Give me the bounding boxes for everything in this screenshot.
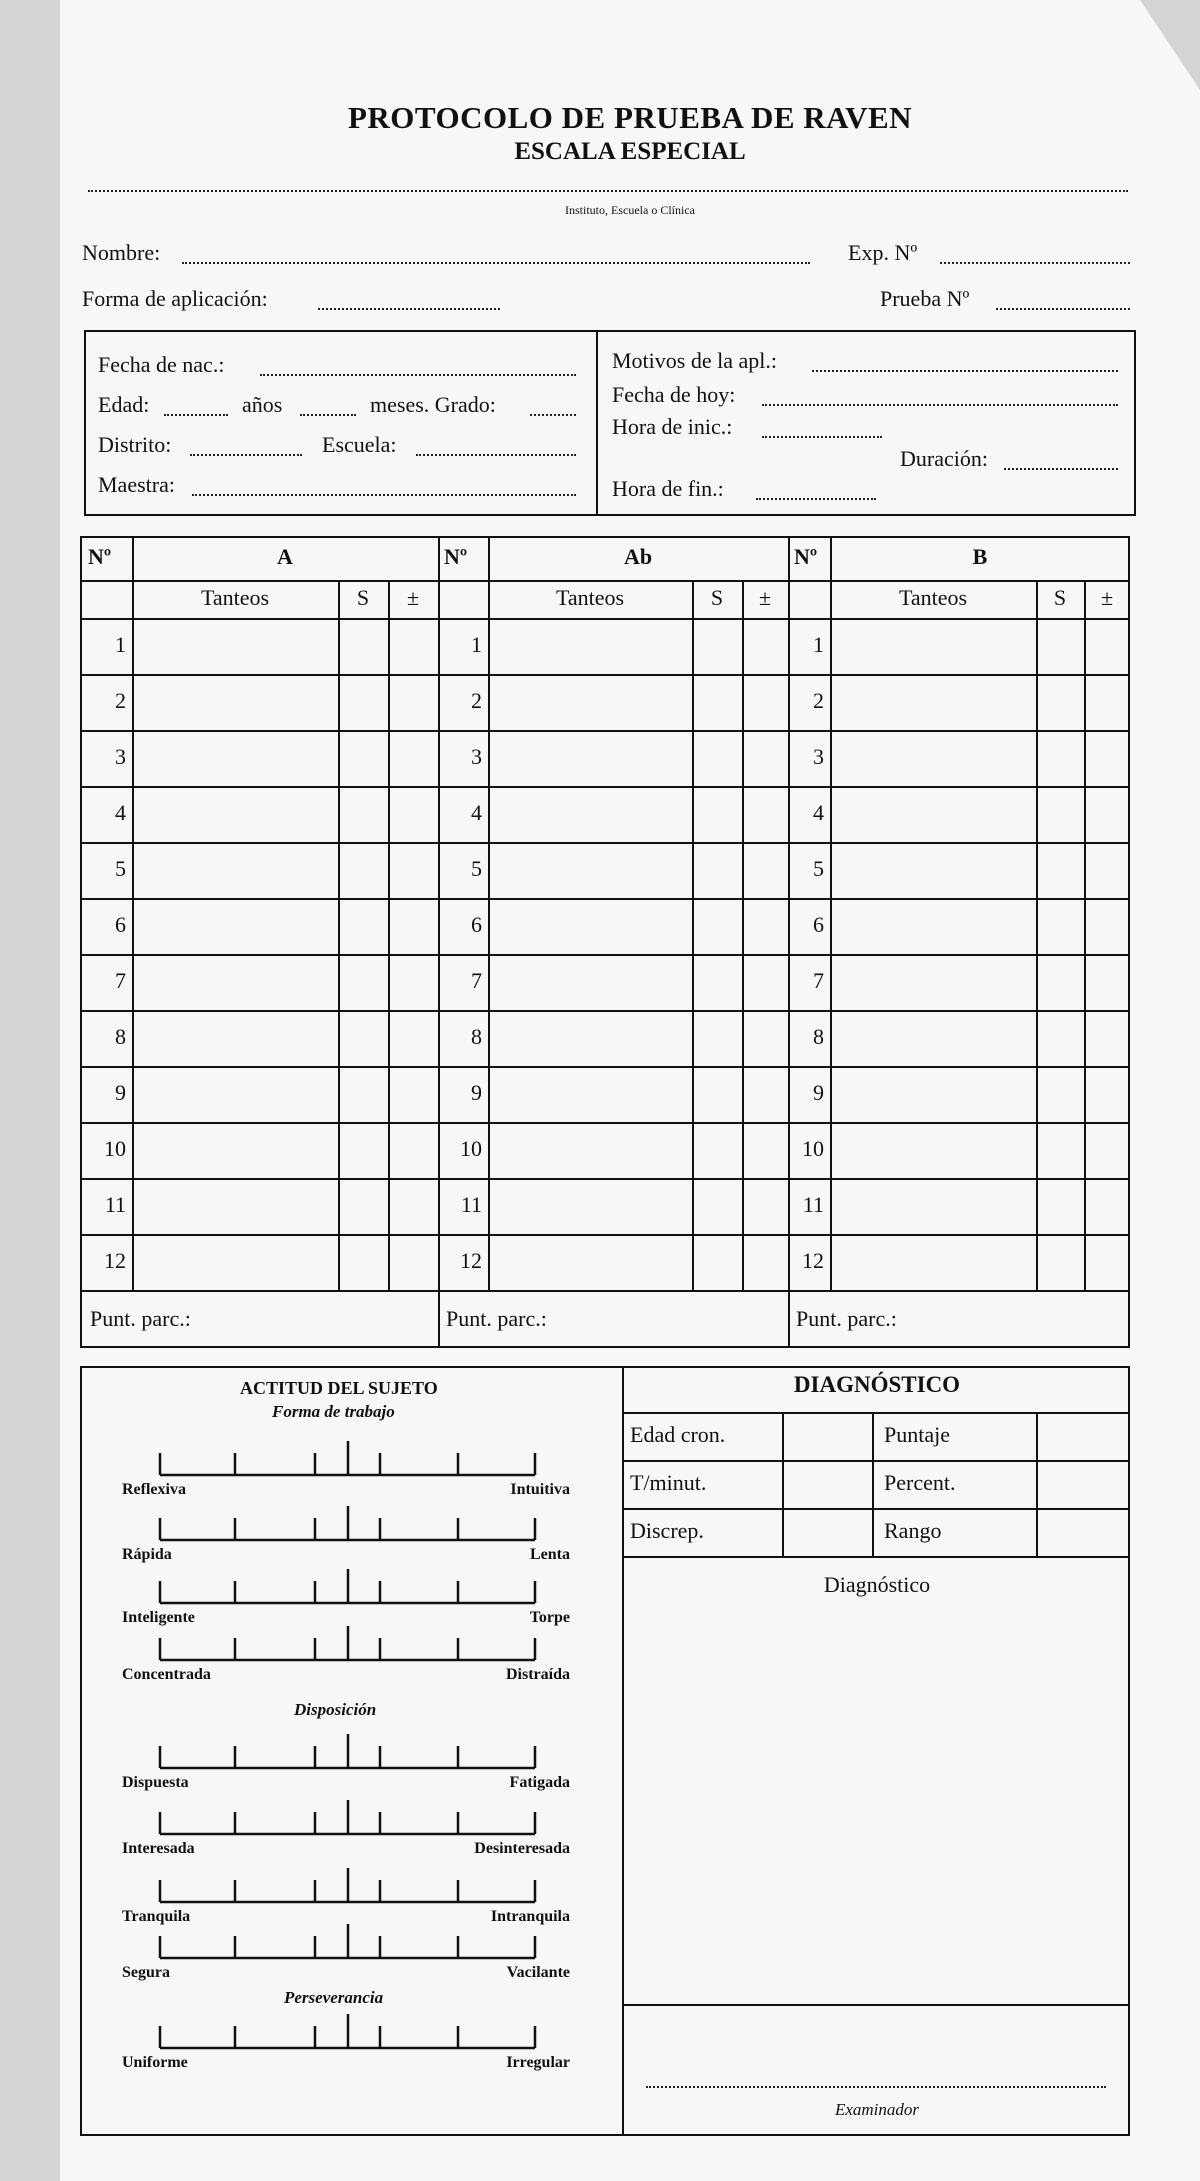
row-number: 11 [104, 1192, 126, 1217]
row-number: 2 [471, 688, 482, 713]
series-header-a: A [277, 544, 293, 569]
fecha-nac-label: Fecha de nac.: [98, 352, 225, 377]
pm-header: ± [758, 585, 772, 610]
row-number: 11 [460, 1192, 482, 1217]
section-disposicion: Disposición [294, 1700, 377, 1719]
scale-left-label: Uniforme [122, 2054, 188, 2071]
attitude-title: ACTITUD DEL SUJETO [240, 1378, 438, 1398]
row-number: 9 [813, 1080, 824, 1105]
attitude-scale[interactable] [160, 1800, 535, 1834]
fecha-hoy-label: Fecha de hoy: [612, 382, 736, 407]
row-number: 12 [104, 1248, 126, 1273]
examiner-box-line [623, 2004, 1129, 2006]
forma-aplicacion-label: Forma de aplicación: [82, 286, 268, 311]
diagnosis-title: DIAGNÓSTICO [793, 1372, 961, 1397]
edad-cron-label: Edad cron. [630, 1422, 726, 1447]
row-number: 3 [813, 744, 824, 769]
exp-label: Exp. Nº [848, 240, 918, 265]
maestra-label: Maestra: [98, 472, 175, 497]
scale-right-label: Intranquila [490, 1908, 570, 1925]
scale-left-label: Inteligente [122, 1609, 195, 1626]
tanteos-header: Tanteos [200, 585, 270, 610]
diagnosis-col-line-1 [782, 1412, 784, 1556]
attitude-scale[interactable] [160, 2014, 535, 2048]
row-number: 3 [471, 744, 482, 769]
duracion-label: Duración: [900, 446, 988, 471]
prueba-label: Prueba Nº [880, 286, 970, 311]
institution-caption: Instituto, Escuela o Clínica [565, 203, 695, 217]
row-number: 7 [115, 968, 126, 993]
percent-label: Percent. [884, 1470, 956, 1495]
escuela-label: Escuela: [322, 432, 397, 457]
scale-left-label: Dispuesta [122, 1774, 189, 1791]
no-header: Nº [794, 544, 818, 569]
row-number: 11 [802, 1192, 824, 1217]
anos-label: años [242, 392, 283, 417]
row-number: 8 [471, 1024, 482, 1049]
attitude-scale[interactable] [160, 1924, 535, 1958]
row-number: 3 [115, 744, 126, 769]
row-number: 9 [115, 1080, 126, 1105]
row-number: 2 [115, 688, 126, 713]
attitude-scale[interactable] [160, 1626, 535, 1660]
discrep-value[interactable] [786, 1510, 870, 1554]
nombre-label: Nombre: [82, 240, 161, 265]
row-number: 8 [115, 1024, 126, 1049]
row-number: 10 [104, 1136, 126, 1161]
form-subtitle: ESCALA ESPECIAL [514, 138, 746, 165]
row-number: 4 [471, 800, 482, 825]
row-number: 4 [115, 800, 126, 825]
row-number: 5 [115, 856, 126, 881]
puntaje-value[interactable] [1040, 1414, 1128, 1458]
row-number: 4 [813, 800, 824, 825]
puntaje-label: Puntaje [884, 1422, 950, 1447]
scale-left-label: Rápida [122, 1546, 172, 1563]
form-title: PROTOCOLO DE PRUEBA DE RAVEN [347, 100, 913, 135]
row-number: 10 [802, 1136, 824, 1161]
pm-header: ± [1100, 585, 1114, 610]
s-header: S [710, 585, 724, 610]
row-number: 7 [471, 968, 482, 993]
t-minut-value[interactable] [786, 1462, 870, 1506]
no-header: Nº [88, 544, 112, 569]
row-number: 5 [813, 856, 824, 881]
scale-right-label: Distraída [506, 1666, 570, 1683]
s-header: S [356, 585, 370, 610]
scale-right-label: Fatigada [509, 1774, 570, 1791]
scale-right-label: Irregular [506, 2054, 570, 2071]
row-number: 7 [813, 968, 824, 993]
scale-right-label: Torpe [529, 1609, 570, 1626]
row-number: 6 [813, 912, 824, 937]
examiner-signature-field[interactable] [646, 2086, 1106, 2088]
scale-right-label: Intuitiva [510, 1481, 570, 1498]
hora-fin-label: Hora de fin.: [612, 476, 724, 501]
row-number: 9 [471, 1080, 482, 1105]
diagnosis-notes-area[interactable] [630, 1610, 1124, 1998]
discrep-label: Discrep. [630, 1518, 704, 1543]
row-number: 1 [813, 632, 824, 657]
row-number: 12 [802, 1248, 824, 1273]
examiner-label: Examinador [834, 2100, 920, 2119]
section-perseverancia: Perseverancia [284, 1988, 384, 2007]
motivos-label: Motivos de la apl.: [612, 348, 777, 373]
row-number: 10 [460, 1136, 482, 1161]
attitude-scale[interactable] [160, 1868, 535, 1902]
attitude-scale[interactable] [160, 1734, 535, 1768]
series-header-ab: Ab [623, 544, 653, 569]
distrito-label: Distrito: [98, 432, 172, 457]
row-number: 2 [813, 688, 824, 713]
rango-label: Rango [884, 1518, 942, 1543]
scale-left-label: Tranquila [122, 1908, 191, 1925]
series-header-b: B [972, 544, 988, 569]
diagnosis-col-line-2 [872, 1412, 874, 1556]
scale-left-label: Interesada [122, 1840, 195, 1857]
diagnosis-col-line-3 [1036, 1412, 1038, 1556]
no-header: Nº [444, 544, 468, 569]
diagnosis-row-line-3 [623, 1556, 1129, 1558]
partial-score-label: Punt. parc.: [796, 1306, 897, 1331]
scale-left-label: Concentrada [122, 1666, 211, 1683]
edad-cron-value[interactable] [786, 1414, 870, 1458]
tanteos-header: Tanteos [555, 585, 625, 610]
row-number: 6 [115, 912, 126, 937]
row-number: 6 [471, 912, 482, 937]
attitude-scale[interactable] [160, 1569, 535, 1603]
row-number: 1 [115, 632, 126, 657]
attitude-scale[interactable] [160, 1441, 535, 1475]
scale-right-label: Desinteresada [474, 1840, 570, 1857]
scale-left-label: Reflexiva [122, 1481, 186, 1498]
s-header: S [1053, 585, 1067, 610]
hora-inic-label: Hora de inic.: [612, 414, 733, 439]
section-forma-trabajo: Forma de trabajo [272, 1402, 395, 1421]
scale-right-label: Vacilante [506, 1964, 570, 1981]
scale-right-label: Lenta [530, 1546, 570, 1563]
rango-value[interactable] [1040, 1510, 1128, 1554]
row-number: 12 [460, 1248, 482, 1273]
row-number: 8 [813, 1024, 824, 1049]
partial-score-label: Punt. parc.: [90, 1306, 191, 1331]
scale-left-label: Segura [122, 1964, 170, 1981]
edad-label: Edad: [98, 392, 150, 417]
meses-grado-label: meses. Grado: [370, 392, 496, 417]
pm-header: ± [406, 585, 420, 610]
diagnosis-subheader: Diagnóstico [823, 1572, 931, 1597]
row-number: 5 [471, 856, 482, 881]
attitude-scale[interactable] [160, 1506, 535, 1540]
row-number: 1 [471, 632, 482, 657]
t-minut-label: T/minut. [630, 1470, 707, 1495]
partial-score-label: Punt. parc.: [446, 1306, 547, 1331]
tanteos-header: Tanteos [898, 585, 968, 610]
percent-value[interactable] [1040, 1462, 1128, 1506]
